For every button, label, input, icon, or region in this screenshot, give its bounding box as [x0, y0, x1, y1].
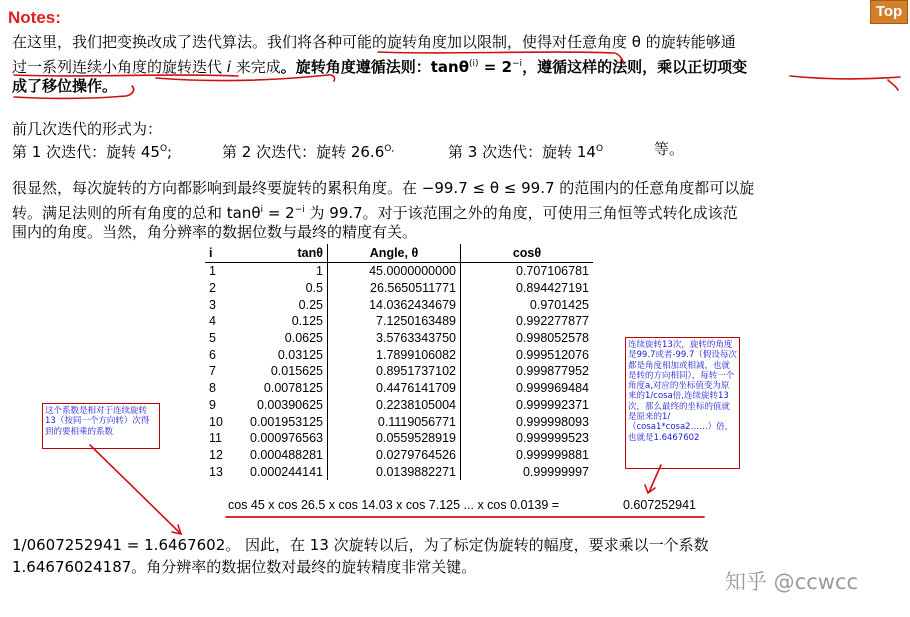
cell-angle: 45.0000000000 [328, 263, 461, 280]
cell-cos: 0.99999997 [461, 463, 594, 480]
arrow-from-left-note [90, 445, 180, 533]
cell-tan: 0.25 [298, 297, 323, 312]
intro-text: 在这里，我们把变换改成了迭代算法。我们将 [12, 33, 313, 51]
superscript: (i) [469, 59, 479, 69]
intro-text: 。 [102, 77, 118, 95]
cell-cos: 0.894427191 [461, 280, 594, 297]
header-angle: Angle, θ [328, 244, 461, 263]
notes-title: Notes: [8, 8, 61, 27]
intro-text: 来完成 [235, 58, 281, 76]
cell-i: 8 [209, 381, 216, 396]
superscript: −i [512, 59, 523, 69]
cell-i: 13 [209, 464, 223, 479]
cell-cos: 0.999998093 [461, 413, 594, 430]
cell-i: 11 [209, 431, 222, 446]
underline-shift-2 [14, 86, 134, 98]
iteration-2: 第 2 次迭代：旋转 $26.6^{O,}$ [222, 143, 395, 161]
cell-i: 12 [209, 447, 223, 462]
right-annotation-note: 连续旋转13次，旋转的角度是99.7或者-99.7（假设每次都是角度相加或相减，也就是转的方向相同），每转一个角度a,对应的坐标值变为原来的1/cosa倍,连续旋转13次，那么最终的坐标的值就是原来的1/（cosa1*cosa2……）倍，也就是1.6467602 [625, 337, 740, 469]
cell-angle: 0.0279764526 [328, 447, 461, 464]
intro-italic-i: i [222, 58, 236, 76]
cell-tan: 0.03125 [277, 347, 323, 362]
header-tan: tanθ [297, 246, 323, 260]
para2-line-1: 很显然，每次旋转的方向都影响到最终要旋转的累积角度。在 −99.7 ≤ θ ≤ 99.7 的范围内的任意角度都可以旋 [12, 179, 755, 197]
cell-tan: 0.125 [291, 314, 323, 329]
para2-line-2: 转。满足法则的所有角度的总和 $\tan\theta^i = 2^{-i}$ 为 99.7。对于该范围之外的角度，可使用三角恒等式转化成该范 [12, 204, 738, 222]
cell-cos: 0.999992371 [461, 397, 594, 414]
cell-cos: 0.992277877 [461, 313, 594, 330]
conclusion-line-1: 1/0607252941 = 1.6467602。 因此，在 13 次旋转以后，为了标定伪旋转的幅度，要求乘以一个系数 [12, 536, 709, 554]
cell-tan: 0.00390625 [256, 397, 323, 412]
cell-tan: 0.0625 [284, 331, 323, 346]
cell-i: 10 [209, 414, 223, 429]
cell-tan: 0.5 [305, 281, 323, 296]
intro-highlight-shift: 乘以正切项变 [657, 58, 748, 76]
cell-cos: 0.9701425 [461, 296, 594, 313]
intro-highlight-shift: 成了移位操作 [12, 77, 103, 95]
iteration-3: 第 3 次迭代：旋转 $14^O$ [448, 143, 604, 161]
cell-angle: 0.4476141709 [328, 380, 461, 397]
underline-limit [378, 52, 624, 64]
cell-angle: 3.5763343750 [328, 330, 461, 347]
iteration-1: 第 1 次迭代：旋转 $45^O$; [12, 143, 173, 161]
cell-cos: 0.999969484 [461, 380, 594, 397]
cell-i: 7 [209, 364, 216, 379]
cell-i: 3 [209, 297, 216, 312]
cos-product-formula: cos 45 x cos 26.5 x cos 14.03 x cos 7.125 ... x cos 0.0139 = [228, 498, 560, 512]
top-button[interactable]: Top [870, 0, 908, 24]
header-cos: cosθ [461, 244, 594, 263]
cell-tan: 0.001953125 [250, 414, 323, 429]
cell-cos: 0.998052578 [461, 330, 594, 347]
cell-angle: 7.1250163489 [328, 313, 461, 330]
cell-angle: 1.7899106082 [328, 346, 461, 363]
cell-i: 4 [209, 314, 216, 329]
intro-highlight-limit: 各种可能的旋转角度加以限制 [312, 33, 508, 51]
cell-tan: 0.0078125 [263, 381, 323, 396]
underline-shift-1 [790, 76, 900, 90]
conclusion-line-2: 1.64676024187。角分辨率的数据位数对最终的旋转精度非常关键。 [12, 558, 477, 576]
cell-tan: 1 [316, 264, 323, 279]
cos-product-result: 0.607252941 [623, 498, 696, 512]
cell-angle: 0.1119056771 [328, 413, 461, 430]
underline-series-1 [14, 75, 238, 76]
cell-i: 6 [209, 347, 216, 362]
intro-rule: ，遵循这样的法则， [522, 58, 658, 76]
cell-cos: 0.999877952 [461, 363, 594, 380]
cell-i: 2 [209, 281, 216, 296]
cell-i: 9 [209, 397, 216, 412]
intro-text: ，使得对任意角度 θ 的旋转能够通 [507, 33, 736, 51]
cell-i: 1 [209, 264, 216, 279]
cell-angle: 14.0362434679 [328, 296, 461, 313]
left-annotation-note: 这个系数是相对于连续旋转13（按同一个方向转）次得到的要相乘的系数 [42, 403, 160, 449]
cell-angle: 0.0559528919 [328, 430, 461, 447]
cell-i: 5 [209, 331, 216, 346]
iterations-heading: 前几次迭代的形式为： [12, 120, 163, 138]
cell-angle: 0.2238105004 [328, 397, 461, 414]
intro-rule: = 2 [478, 58, 513, 76]
cell-tan: 0.000976563 [250, 431, 323, 446]
cell-cos: 0.999512076 [461, 346, 594, 363]
intro-rule: 。旋转角度遵循法则：tanθ [280, 58, 470, 76]
zhihu-watermark: 知乎 @ccwcc [725, 570, 859, 594]
cell-tan: 0.000244141 [250, 464, 323, 479]
cell-angle: 0.8951737102 [328, 363, 461, 380]
cell-tan: 0.015625 [270, 364, 323, 379]
para2-line-3: 围内的角度。当然，角分辨率的数据位数与最终的精度有关。 [12, 223, 418, 241]
cell-tan: 0.000488281 [250, 447, 323, 462]
intro-highlight-series: 过一系列连续小角度的旋转迭代 [12, 58, 223, 76]
cell-angle: 26.5650511771 [328, 280, 461, 297]
cell-cos: 0.707106781 [461, 263, 594, 280]
header-i: i [209, 246, 213, 260]
iterations-etc: 等。 [654, 140, 685, 158]
cell-cos: 0.999999881 [461, 447, 594, 464]
cell-angle: 0.0139882271 [328, 463, 461, 480]
cell-cos: 0.999999523 [461, 430, 594, 447]
